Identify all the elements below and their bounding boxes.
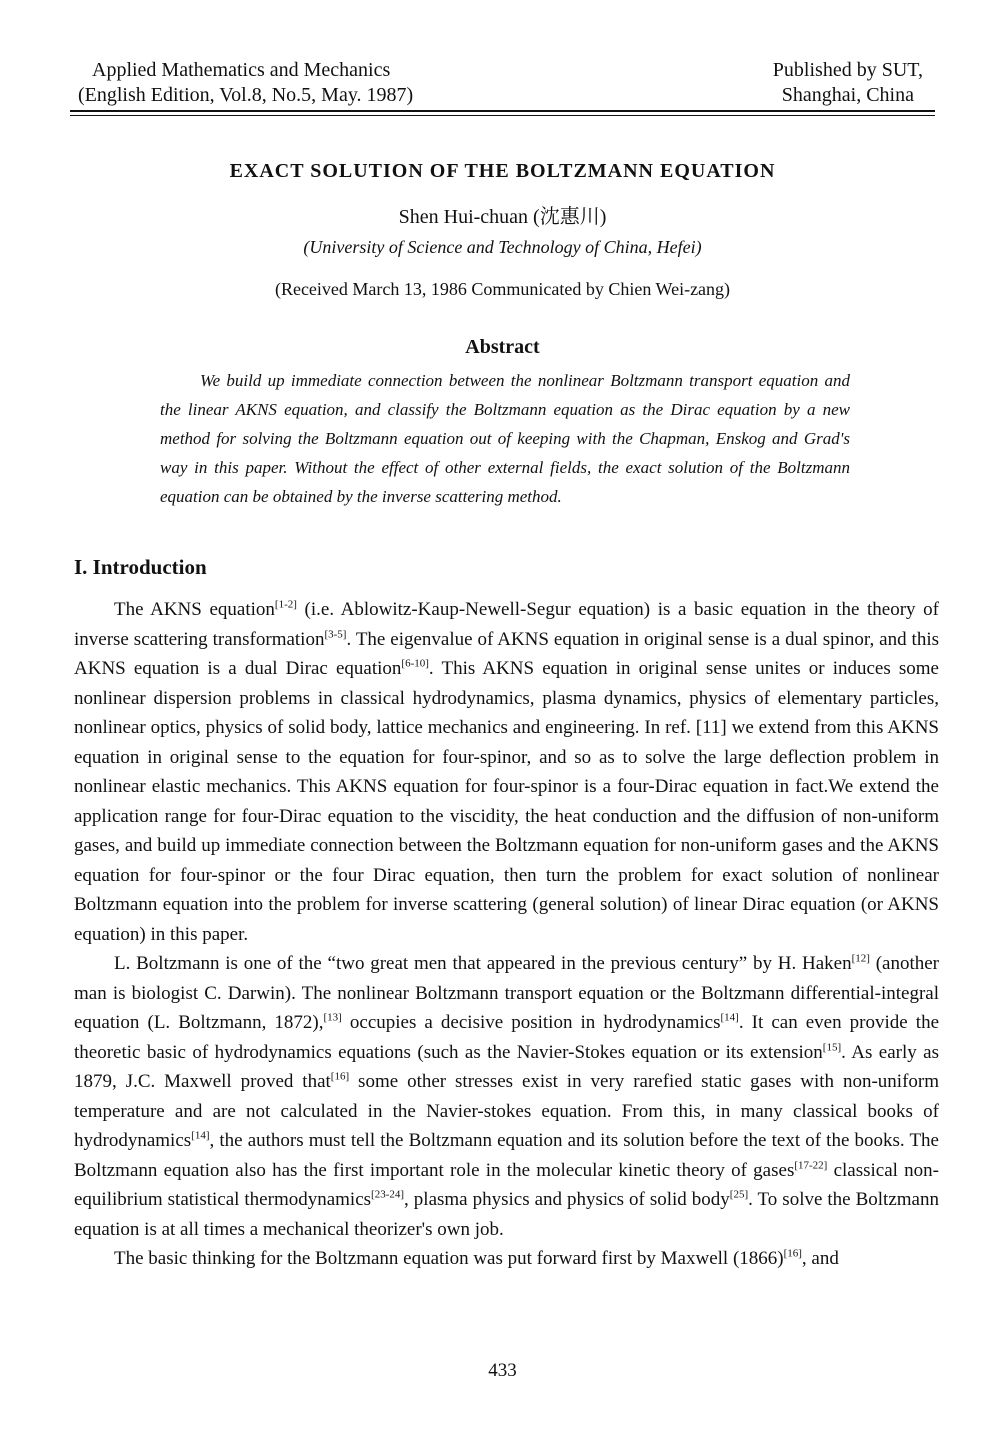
abstract-text: We build up immediate connection between the nonlinear Boltzmann transport equation and the linear AKNS equation, and classify the Boltzmann equation as the Dirac equation by a new method for solving the Boltzmann equation out of keeping with the Chapman, Enskog and Grad's way in this paper. Without the effect of other external fields, the exact solution of the Boltzmann equation can be obtained by the inverse scattering method. <box>160 371 850 506</box>
citation: [23-24] <box>371 1188 405 1201</box>
citation: [16] <box>783 1247 802 1260</box>
citation: [14] <box>720 1011 739 1024</box>
page-number: 433 <box>488 1360 517 1381</box>
journal-name: Applied Mathematics and Mechanics <box>92 59 391 81</box>
journal-info <box>78 58 413 108</box>
section-heading: I. Introduction <box>74 555 207 579</box>
paragraph-2: L. Boltzmann is one of the “two great men that appeared in the previous century” by H. Haken[12] (another man is biologist C. Darwin). The nonlinear Boltzmann transport equation or the Boltzmann differential-integral equation (L. Boltzmann, 1872),[13] occupies a decisive position in hydrodynamics[14]. It can even provide the theoretic basic of hydrodynamics equations (such as the Navier-Stokes equation or its extension[15]. As early as 1879, J.C. Maxwell proved that[16] some other stresses exist in very rarefied static gases with non-uniform temperature and are not calculated in the Navier-stokes equation. From this, in many classical books of hydrodynamics[14], the authors must tell the Boltzmann equation and its solution before the text of the books. The Boltzmann equation also has the first important role in the molecular kinetic theory of gases[17-22] classical non-equilibrium statistical thermodynamics[23-24], plasma physics and physics of solid body[25]. To solve the Boltzmann equation is at all times a mechanical theorizer's own job. <box>74 952 939 1240</box>
header-rule-thin <box>70 115 935 116</box>
citation: [1-2] <box>274 598 297 611</box>
publisher-name: Published by SUT, <box>772 59 923 81</box>
article-affiliation: (University of Science and Technology of China, Hefei) <box>303 237 702 257</box>
citation: [25] <box>729 1188 749 1201</box>
citation: [6-10] <box>401 657 429 670</box>
publisher-location: Shanghai, China <box>781 84 914 106</box>
article-received: (Received March 13, 1986 Communicated by Chien Wei-zang) <box>274 279 731 299</box>
abstract-heading: Abstract <box>465 336 540 358</box>
body-text <box>74 595 939 1274</box>
citation: [17-22] <box>794 1159 828 1172</box>
citation: [13] <box>323 1011 342 1024</box>
paragraph-3: The basic thinking for the Boltzmann equation was put forward first by Maxwell (1866)[16], and <box>114 1247 839 1269</box>
journal-edition: (English Edition, Vol.8, No.5, May. 1987) <box>78 84 414 106</box>
citation: [14] <box>191 1129 210 1142</box>
citation: [12] <box>851 952 870 965</box>
citation: [15] <box>822 1041 842 1054</box>
article-title: EXACT SOLUTION OF THE BOLTZMANN EQUATION <box>229 160 776 182</box>
paragraph-1: The AKNS equation[1-2] (i.e. Ablowitz-Kaup-Newell-Segur equation) is a basic equation in the theory of inverse scattering transformation[3-5]. The eigenvalue of AKNS equation in original sense is a dual spinor, and this AKNS equation is a dual Dirac equation[6-10]. This AKNS equation in original sense unites or induces some nonlinear dispersion problems in classical hydrodynamics, plasma dynamics, physics of elementary particles, nonlinear optics, physics of solid body, lattice mechanics and engineering. In ref. [11] we extend from this AKNS equation in original sense to the equation for four-spinor, and so as to solve the large deflection problem in nonlinear elastic mechanics. This AKNS equation for four-spinor is a four-Dirac equation in fact.We extend the application range for four-Dirac equation to the viscidity, the heat conduction and the diffusion of non-uniform gases, and build up immediate connection between the Boltzmann equation for non-uniform gases and the AKNS equation for four-spinor or the four Dirac equation, then turn the problem for exact solution of nonlinear Boltzmann equation into the problem for inverse scattering (general solution) of linear Dirac equation (or AKNS equation) in this paper. <box>74 598 939 945</box>
header-rule-thick <box>70 110 935 112</box>
article-author: Shen Hui-chuan (沈惠川) <box>398 206 607 228</box>
citation: [3-5] <box>324 628 347 641</box>
publisher-info <box>773 58 923 108</box>
citation: [16] <box>330 1070 350 1083</box>
